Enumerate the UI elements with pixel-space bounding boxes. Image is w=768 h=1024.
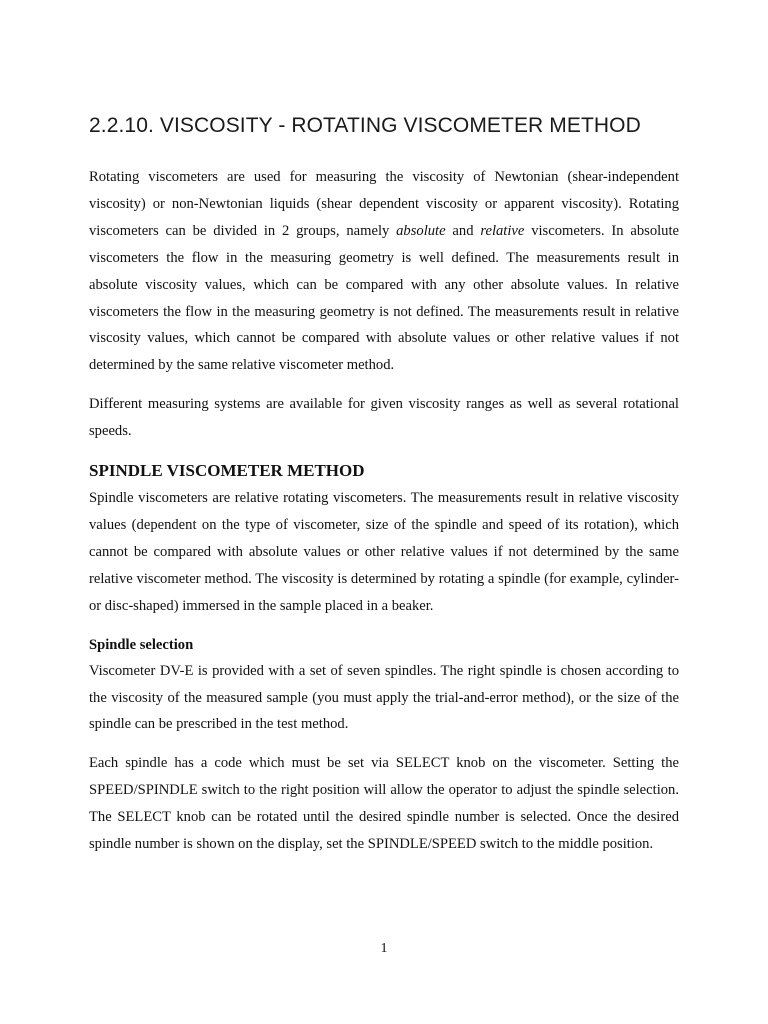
subsection-heading-spindle-selection: Spindle selection <box>89 636 194 653</box>
spindle-selection-paragraph-1: Viscometer DV-E is provided with a set of seven spindles. The right spindle is chosen according to the viscosity of the measured sample (you must apply the trial-and-error method), or the size of the spindle can be prescribed in the test method. <box>89 662 679 733</box>
intro-paragraph <box>89 164 679 379</box>
measuring-systems-paragraph: Different measuring systems are available for given viscosity ranges as well as several rotational speeds. <box>89 396 679 440</box>
absolute-term: absolute <box>396 222 446 239</box>
document-page <box>89 112 679 858</box>
intro-text-part2: viscometers. In absolute viscometers the flow in the measuring geometry is well defined. The measurements result in absolute viscosity values, which can be compared with any other absolute values. In relative viscometers the flow in the measuring geometry is not defined. The measurements result in relative viscosity values, which cannot be compared with absolute values or other relative values if not determined by the same relative viscometer method. <box>89 222 679 374</box>
page-number: 1 <box>380 941 388 956</box>
spindle-method-paragraph: Spindle viscometers are relative rotating viscometers. The measurements result in relative viscosity values (dependent on the type of viscometer, size of the spindle and speed of its rotation), which cannot be compared with absolute values or other relative values if not determined by the same relative viscometer method. The viscosity is determined by rotating a spindle (for example, cylinder- or disc-shaped) immersed in the sample placed in a beaker. <box>89 490 679 614</box>
relative-term: relative <box>480 222 525 239</box>
intro-and: and <box>445 222 481 239</box>
section-heading-spindle-method: SPINDLE VISCOMETER METHOD <box>89 461 365 481</box>
document-title: 2.2.10. VISCOSITY - ROTATING VISCOMETER METHOD <box>89 114 641 137</box>
spindle-selection-paragraph-2: Each spindle has a code which must be set via SELECT knob on the viscometer. Setting the SPEED/SPINDLE switch to the right position will allow the operator to adjust the spindle selection. The SELECT knob can be rotated until the desired spindle number is selected. Once the desired spindle number is shown on the display, set the SPINDLE/SPEED switch to the middle position. <box>89 755 679 853</box>
intro-text-part1: Rotating viscometers are used for measuring the viscosity of Newtonian (shear-independent viscosity) or non-Newtonian liquids (shear dependent viscosity or apparent viscosity). Rotating viscometers can be divided in 2 groups, namely <box>89 169 679 239</box>
